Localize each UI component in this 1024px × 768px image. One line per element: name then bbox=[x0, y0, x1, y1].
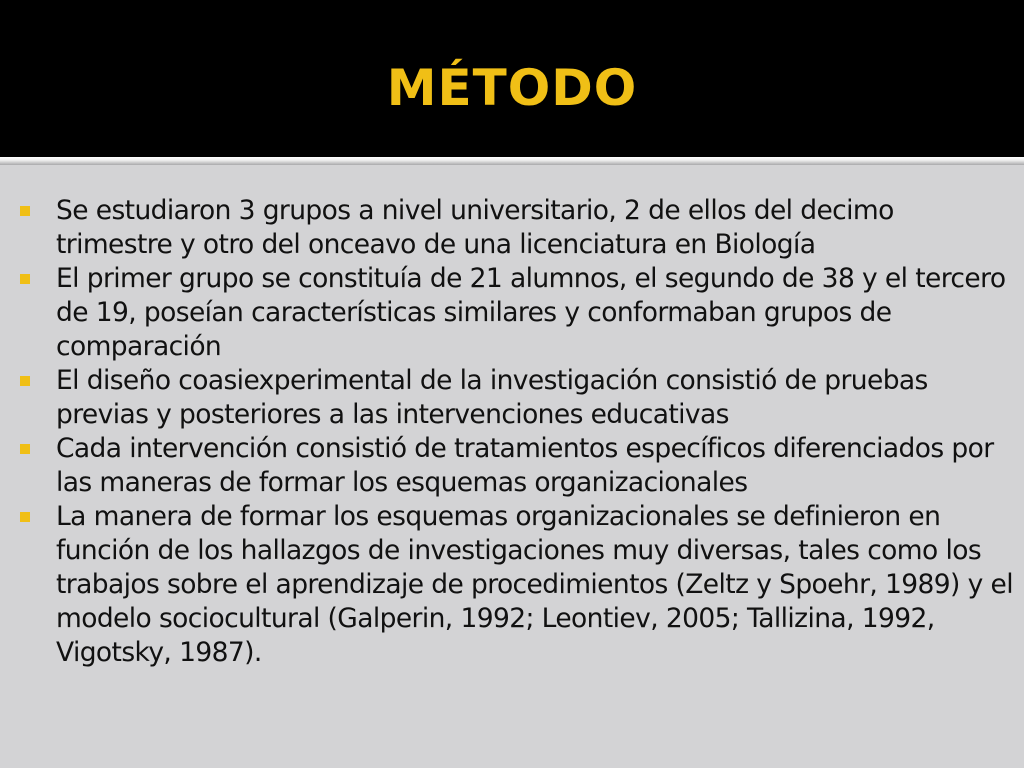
bullet-item bbox=[0, 262, 1024, 364]
bullet-item bbox=[0, 194, 1024, 262]
bullet-item bbox=[0, 364, 1024, 432]
bullet-text: El primer grupo se constituía de 21 alumnos, el segundo de 38 y el tercero de 19, poseían características similares y conformaban grupos de comparación bbox=[56, 263, 1006, 362]
bullet-text: Cada intervención consistió de tratamientos específicos diferenciados por las maneras de formar los esquemas organizacionales bbox=[56, 433, 994, 498]
header-divider bbox=[0, 157, 1024, 165]
title-bar bbox=[0, 0, 1024, 157]
square-bullet-icon bbox=[20, 206, 30, 216]
bullet-text: Se estudiaron 3 grupos a nivel universitario, 2 de ellos del decimo trimestre y otro del onceavo de una licenciatura en Biología bbox=[56, 195, 894, 260]
bullet-text: La manera de formar los esquemas organizacionales se definieron en función de los hallazgos de investigaciones muy diversas, tales como los trabajos sobre el aprendizaje de procedimientos (Zeltz y Spoehr, 1989) y el modelo sociocultural (Galperin, 1992; Leontiev, 2005; Tallizina, 1992, Vigotsky, 1987). bbox=[56, 501, 1013, 668]
square-bullet-icon bbox=[20, 274, 30, 284]
slide-title: MÉTODO bbox=[386, 59, 638, 117]
square-bullet-icon bbox=[20, 376, 30, 386]
square-bullet-icon bbox=[20, 444, 30, 454]
square-bullet-icon bbox=[20, 512, 30, 522]
bullet-item bbox=[0, 500, 1024, 670]
bullet-text: El diseño coasiexperimental de la investigación consistió de pruebas previas y posteriores a las intervenciones educativas bbox=[56, 365, 928, 430]
bullet-list bbox=[0, 194, 1024, 670]
bullet-item bbox=[0, 432, 1024, 500]
